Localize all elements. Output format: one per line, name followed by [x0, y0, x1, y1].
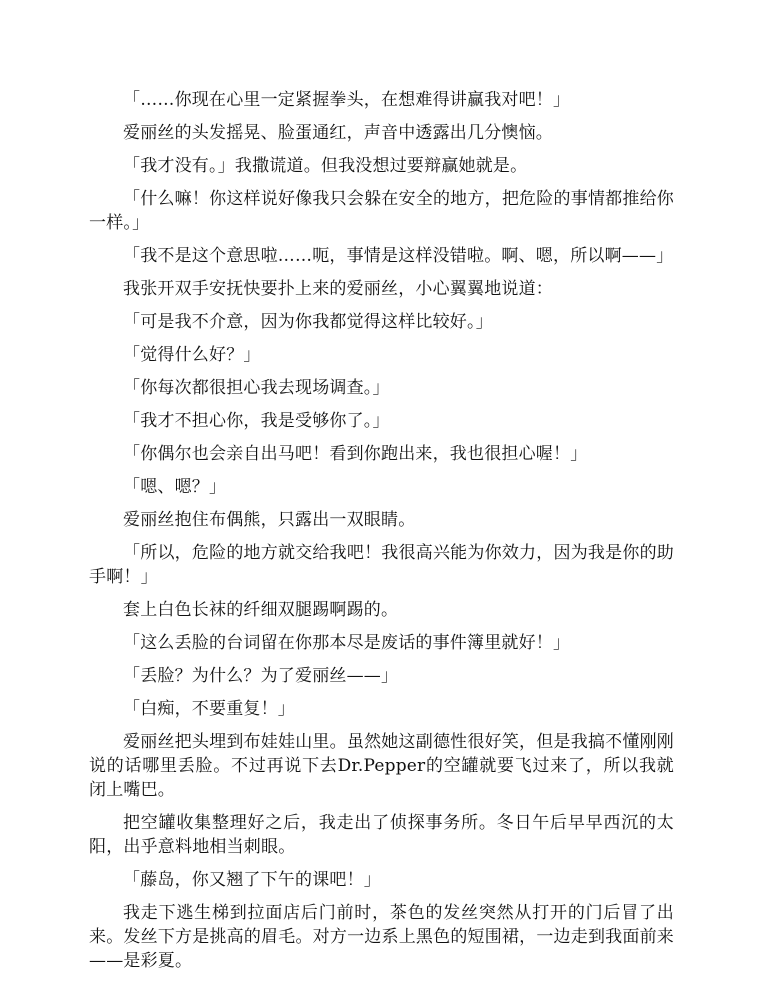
paragraph: 「我不是这个意思啦……呃，事情是这样没错啦。啊、嗯，所以啊——」 — [123, 246, 674, 266]
paragraph: 「你偶尔也会亲自出马吧！看到你跑出来，我也很担心喔！」 — [123, 444, 588, 464]
paragraph: 把空罐收集整理好之后，我走出了侦探事务所。冬日午后早早西沉的太阳，出乎意料地相当刺眼。 — [89, 813, 674, 857]
paragraph: 「我才没有。」我撒谎道。但我没想过要辩赢她就是。 — [123, 156, 528, 176]
paragraph: 「我才不担心你，我是受够你了。」 — [123, 411, 390, 431]
paragraph: 套上白色长袜的纤细双腿踢啊踢的。 — [123, 600, 399, 620]
paragraph: 「什么嘛！你这样说好像我只会躲在安全的地方，把危险的事情都推给你一样。」 — [89, 189, 674, 233]
paragraph: 「你每次都很担心我去现场调查。」 — [123, 378, 390, 398]
paragraph: 爱丽丝把头埋到布娃娃山里。虽然她这副德性很好笑，但是我搞不懂刚刚说的话哪里丢脸。不过再说下去Dr.Pepper的空罐就要飞过来了，所以我就闭上嘴巴。 — [89, 732, 674, 800]
paragraph: 爱丽丝抱住布偶熊，只露出一双眼睛。 — [123, 510, 416, 530]
paragraph: 我走下逃生梯到拉面店后门前时，茶色的发丝突然从打开的门后冒了出来。发丝下方是挑高的眉毛。对方一边系上黑色的短围裙，一边走到我面前来——是彩夏。 — [89, 903, 674, 971]
paragraph: 「丢脸？为什么？为了爱丽丝——」 — [123, 666, 399, 686]
paragraph: 「藤岛，你又翘了下午的课吧！」 — [123, 870, 381, 890]
paragraph: 「白痴，不要重复！」 — [123, 699, 295, 719]
paragraph: 「嗯、嗯？」 — [123, 477, 227, 497]
paragraph: 「所以，危险的地方就交给我吧！我很高兴能为你效力，因为我是你的助手啊！」 — [89, 543, 674, 587]
paragraph: 「可是我不介意，因为你我都觉得这样比较好。」 — [123, 312, 493, 332]
paragraph: 「这么丢脸的台词留在你那本尽是废话的事件簿里就好！」 — [123, 633, 571, 653]
paragraph: 「……你现在心里一定紧握拳头，在想难得讲赢我对吧！」 — [123, 90, 571, 110]
paragraph: 我张开双手安抚快要扑上来的爱丽丝，小心翼翼地说道： — [123, 279, 553, 299]
paragraph: 「觉得什么好？」 — [123, 345, 261, 365]
paragraph: 爱丽丝的头发摇晃、脸蛋通红，声音中透露出几分懊恼。 — [123, 123, 553, 143]
document-page — [89, 88, 674, 982]
